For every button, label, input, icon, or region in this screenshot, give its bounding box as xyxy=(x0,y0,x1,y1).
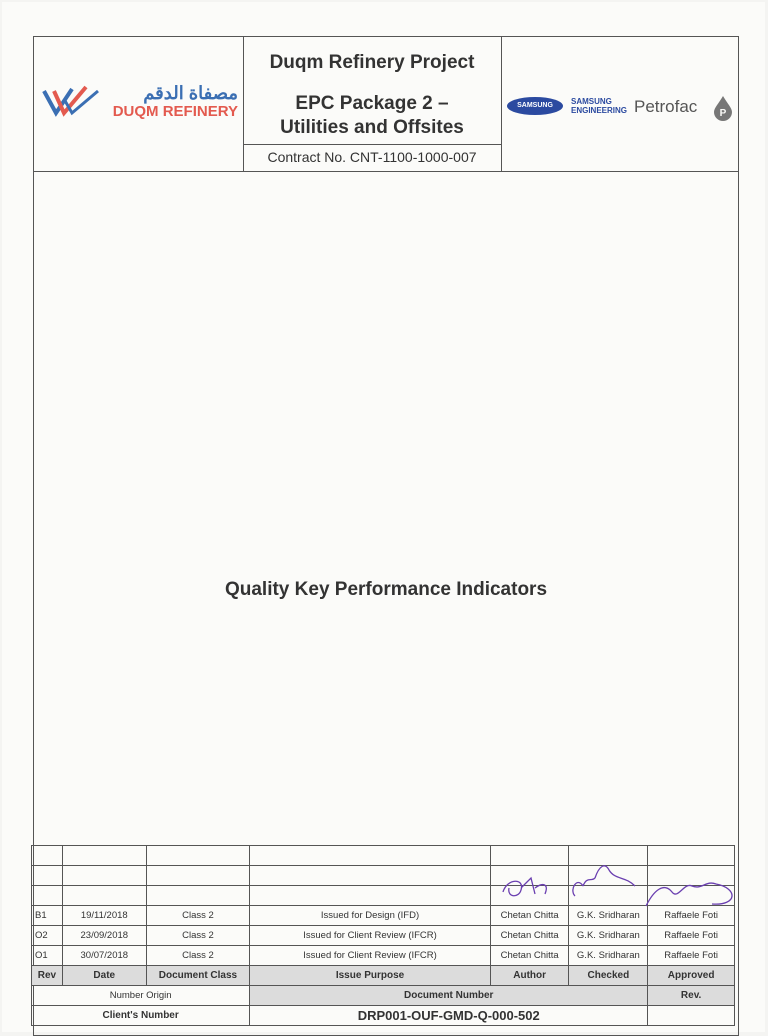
document-page xyxy=(2,2,765,1032)
project-title-cell xyxy=(243,37,502,171)
rev-approved: Raffaele Foti xyxy=(648,946,735,966)
revision-row xyxy=(32,946,735,966)
revision-row xyxy=(32,926,735,946)
samsung-logo: SAMSUNG xyxy=(507,97,563,115)
col-header-purpose: Issue Purpose xyxy=(250,966,491,986)
col-header-class: Document Class xyxy=(146,966,250,986)
col-header-author: Author xyxy=(490,966,569,986)
petrofac-drop-icon xyxy=(713,95,733,121)
rev-class: Class 2 xyxy=(146,906,250,926)
approver-signature xyxy=(648,886,735,906)
col-header-approved: Approved xyxy=(648,966,735,986)
rev-author: Chetan Chitta xyxy=(490,946,569,966)
col-header-date: Date xyxy=(62,966,146,986)
document-title: Quality Key Performance Indicators xyxy=(224,579,548,600)
rev-code: B1 xyxy=(32,906,63,926)
rev-label: Rev. xyxy=(648,986,735,1006)
rev-purpose: Issued for Client Review (IFCR) xyxy=(250,946,491,966)
samsung-eng-line-2: ENGINEERING xyxy=(571,106,628,115)
logo-english-text: DUQM REFINERY xyxy=(112,103,238,120)
rev-date: 19/11/2018 xyxy=(62,906,146,926)
rev-checked: G.K. Sridharan xyxy=(569,946,648,966)
rev-checked: G.K. Sridharan xyxy=(569,926,648,946)
rev-code: O2 xyxy=(32,926,63,946)
petrofac-logo-text: Petrofac xyxy=(634,97,698,116)
samsung-eng-line-1: SAMSUNG xyxy=(571,97,612,106)
col-header-rev: Rev xyxy=(32,966,63,986)
revision-header-row xyxy=(32,966,735,986)
author-signature xyxy=(490,886,569,906)
checker-signature xyxy=(569,886,648,906)
logo-arabic-text: مصفاة الدقم xyxy=(143,83,238,103)
duqm-logo-icon xyxy=(42,85,102,119)
rev-purpose: Issued for Design (IFD) xyxy=(250,906,491,926)
rev-date: 30/07/2018 xyxy=(62,946,146,966)
rev-class: Class 2 xyxy=(146,946,250,966)
rev-purpose: Issued for Client Review (IFCR) xyxy=(250,926,491,946)
svg-text:P: P xyxy=(719,108,727,119)
col-header-checked: Checked xyxy=(569,966,648,986)
contractor-logos-cell xyxy=(501,37,738,171)
rev-author: Chetan Chitta xyxy=(490,906,569,926)
package-title xyxy=(243,92,501,140)
rev-author: Chetan Chitta xyxy=(490,926,569,946)
samsung-engineering-logo xyxy=(571,97,627,115)
package-line-1: EPC Package 2 – xyxy=(295,93,449,114)
revision-row xyxy=(32,906,735,926)
contract-number: Contract No. CNT-1100-1000-007 xyxy=(243,144,501,172)
rev-approved: Raffaele Foti xyxy=(648,926,735,946)
title-block-header xyxy=(34,37,738,172)
document-number: DRP001-OUF-GMD-Q-000-502 xyxy=(250,1006,648,1026)
rev-date: 23/09/2018 xyxy=(62,926,146,946)
numbering-header-row xyxy=(32,986,735,1006)
rev-value xyxy=(648,1006,735,1026)
revision-signature-row xyxy=(32,886,735,906)
project-title: Duqm Refinery Project xyxy=(269,52,475,73)
numbering-value-row xyxy=(32,1006,735,1026)
document-frame xyxy=(33,36,739,1036)
rev-class: Class 2 xyxy=(146,926,250,946)
client-logo-cell xyxy=(34,37,244,171)
rev-approved: Raffaele Foti xyxy=(648,906,735,926)
rev-checked: G.K. Sridharan xyxy=(569,906,648,926)
revision-table xyxy=(31,845,735,1026)
clients-number-label: Client's Number xyxy=(32,1006,250,1026)
number-origin-label: Number Origin xyxy=(32,986,250,1006)
document-number-label: Document Number xyxy=(250,986,648,1006)
rev-code: O1 xyxy=(32,946,63,966)
package-line-2: Utilities and Offsites xyxy=(280,117,464,138)
